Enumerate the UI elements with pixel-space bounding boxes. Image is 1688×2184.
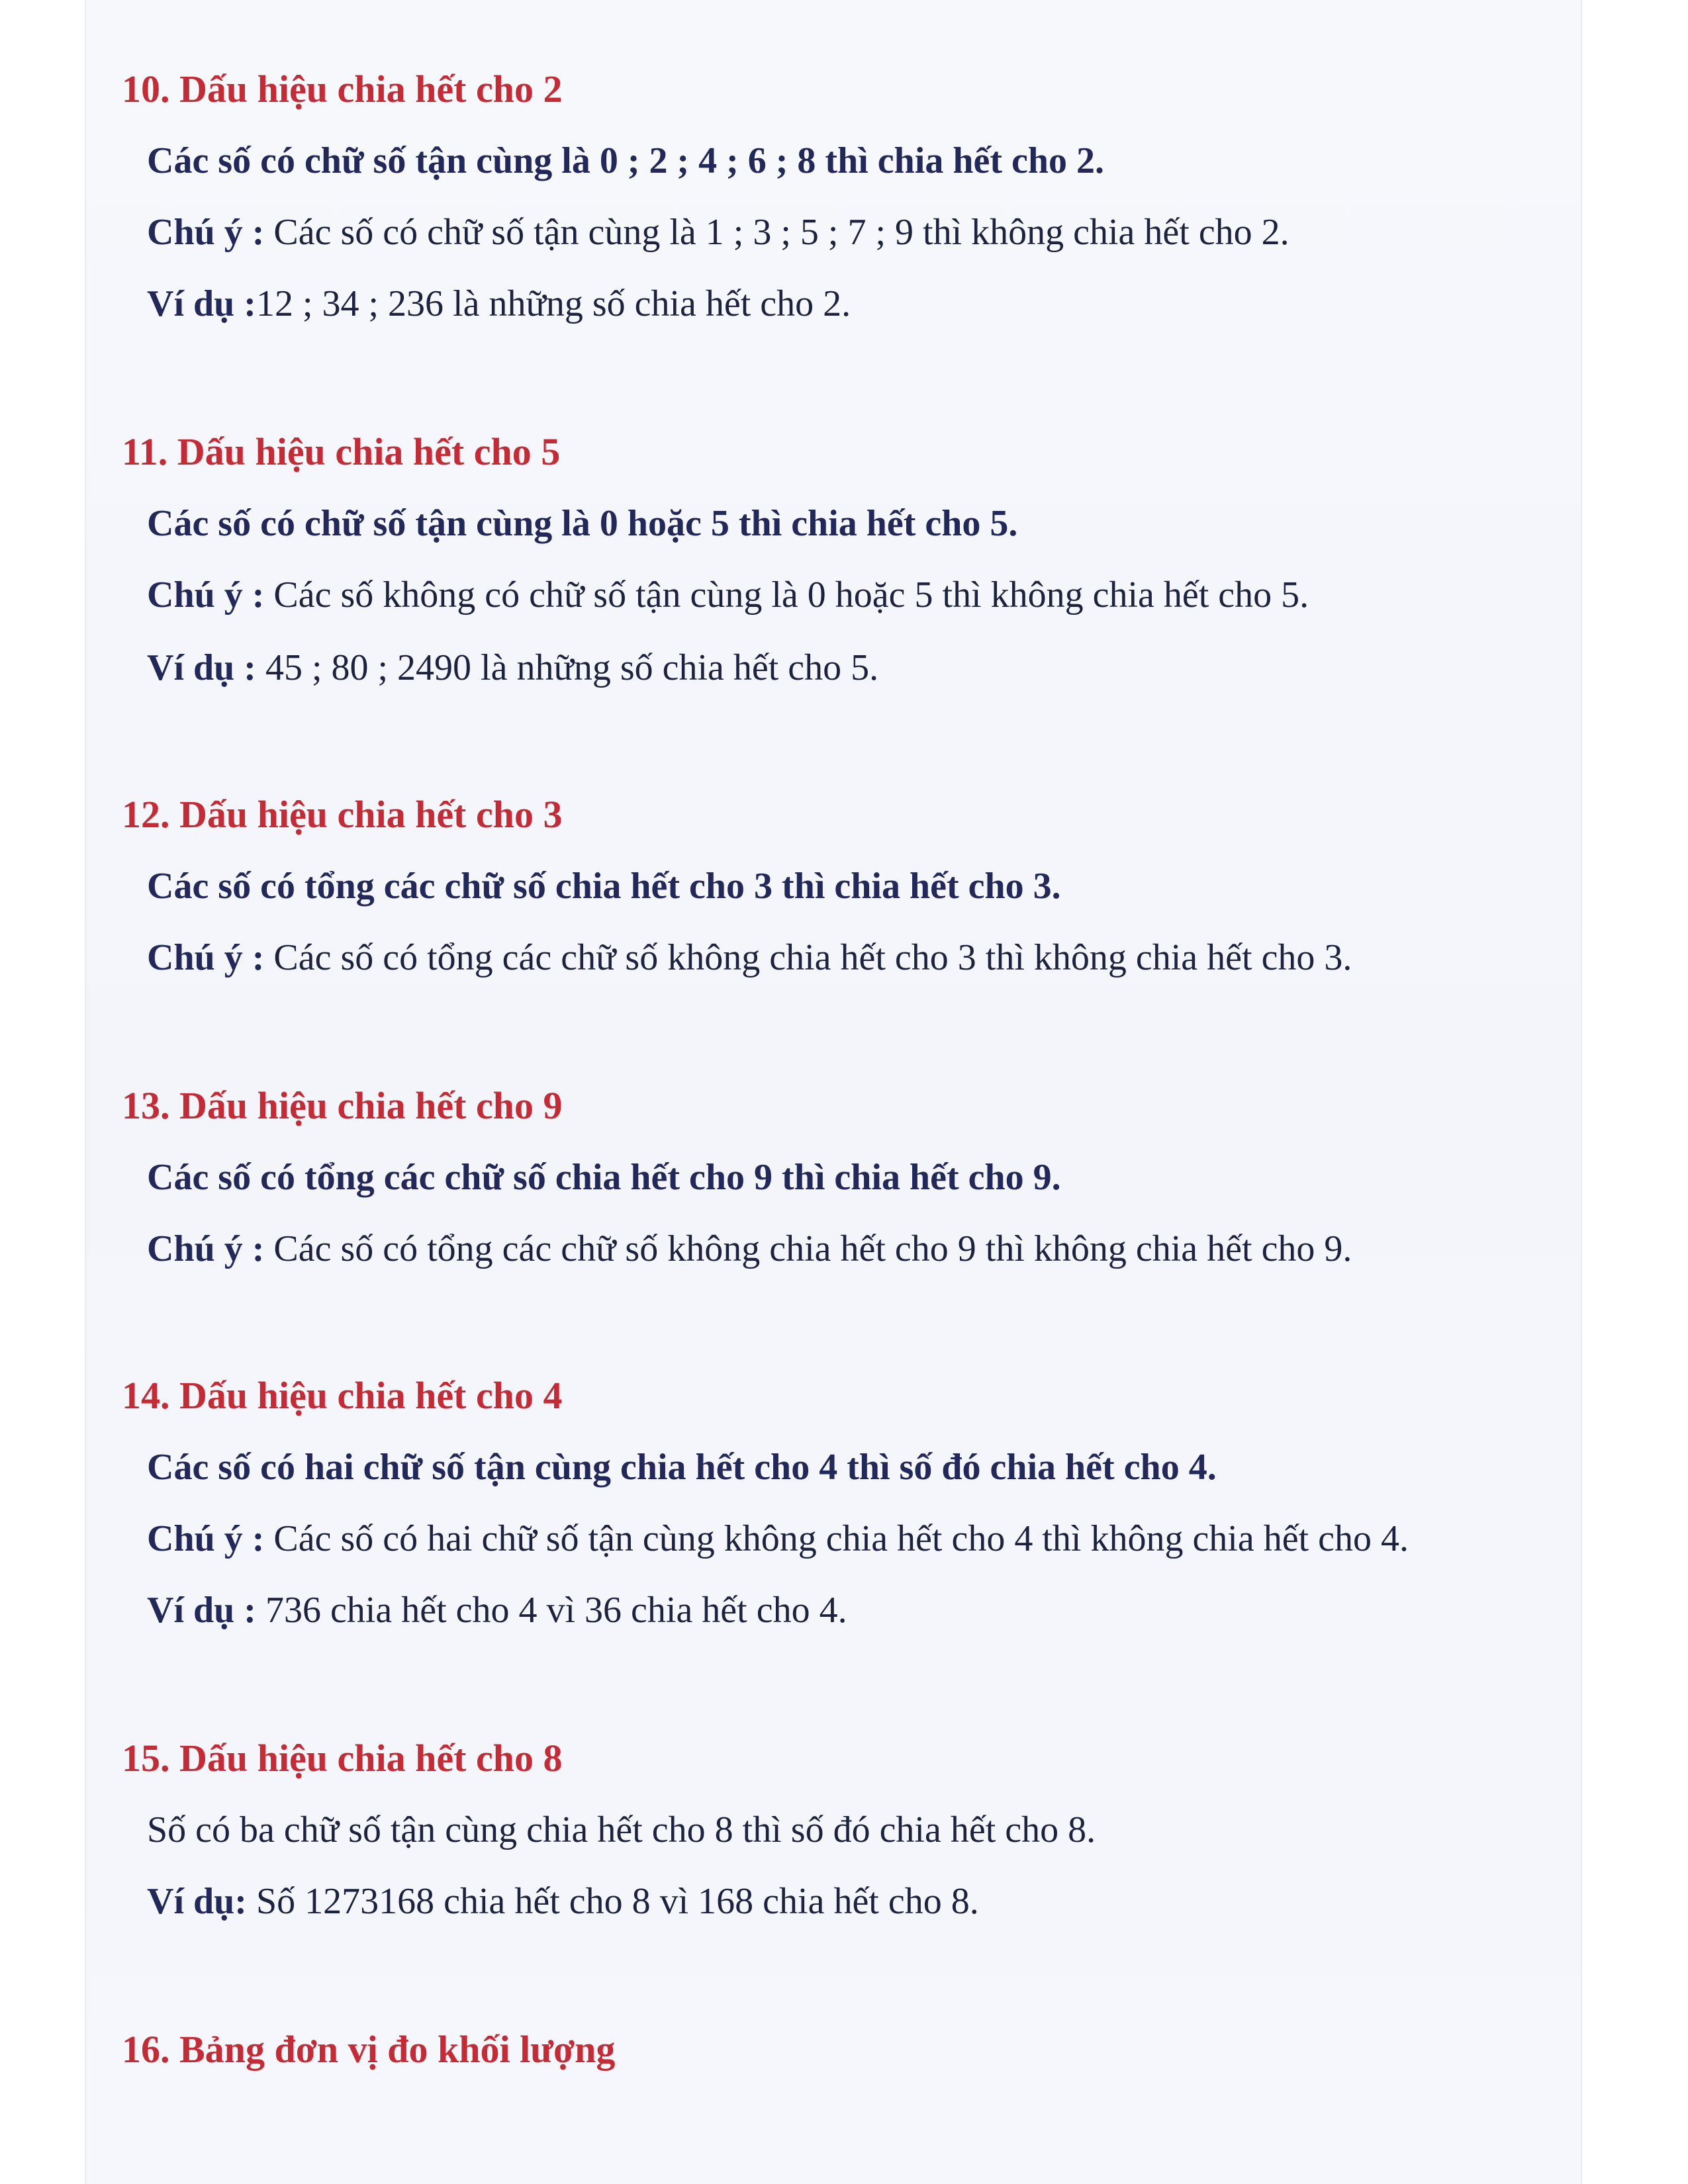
rule-text: Các số có tổng các chữ số chia hết cho 9 thì chia hết cho 9. (147, 1157, 1061, 1198)
note-label: Chú ý : (147, 1518, 265, 1559)
rule-text: Các số có hai chữ số tận cùng chia hết cho 4 thì số đó chia hết cho 4. (147, 1447, 1217, 1488)
example-text: 45 ; 80 ; 2490 là những số chia hết cho 5. (256, 647, 879, 688)
rule-text: Các số có chữ số tận cùng là 0 hoặc 5 thì chia hết cho 5. (147, 503, 1018, 544)
example-label: Ví dụ : (147, 283, 256, 324)
note-label: Chú ý : (147, 937, 265, 978)
example-line (147, 1878, 979, 1925)
note-text: Các số có chữ số tận cùng là 1 ; 3 ; 5 ; 7 ; 9 thì không chia hết cho 2. (264, 212, 1289, 253)
note-label: Chú ý : (147, 212, 265, 253)
note-text: Các số có hai chữ số tận cùng không chia hết cho 4 thì không chia hết cho 4. (264, 1518, 1409, 1559)
example-text: 736 chia hết cho 4 vì 36 chia hết cho 4. (256, 1590, 847, 1631)
note-text: Các số không có chữ số tận cùng là 0 hoặc 5 thì không chia hết cho 5. (264, 574, 1309, 615)
statement-text: Số có ba chữ số tận cùng chia hết cho 8 thì số đó chia hết cho 8. (147, 1809, 1096, 1850)
example-label: Ví dụ : (147, 647, 256, 688)
note-label: Chú ý : (147, 574, 265, 615)
example-label: Ví dụ: (147, 1881, 247, 1922)
section-heading: 13. Dấu hiệu chia hết cho 9 (122, 1084, 563, 1127)
note-label: Chú ý : (147, 1228, 265, 1269)
example-text: 12 ; 34 ; 236 là những số chia hết cho 2. (256, 283, 851, 324)
section-heading: 14. Dấu hiệu chia hết cho 4 (122, 1374, 563, 1417)
note-line (147, 209, 1289, 255)
example-line (147, 1587, 847, 1633)
section-heading: 11. Dấu hiệu chia hết cho 5 (122, 430, 561, 473)
example-label: Ví dụ : (147, 1590, 256, 1631)
note-line (147, 934, 1352, 981)
section-heading: 12. Dấu hiệu chia hết cho 3 (122, 793, 563, 836)
section-heading: 10. Dấu hiệu chia hết cho 2 (122, 68, 563, 111)
example-line (147, 281, 851, 327)
rule-text: Các số có chữ số tận cùng là 0 ; 2 ; 4 ; 6 ; 8 thì chia hết cho 2. (147, 140, 1104, 181)
section-heading: 15. Dấu hiệu chia hết cho 8 (122, 1737, 563, 1780)
document-page (85, 0, 1582, 2184)
example-text: Số 1273168 chia hết cho 8 vì 168 chia hết cho 8. (246, 1881, 979, 1922)
note-line (147, 572, 1309, 618)
note-line (147, 1226, 1352, 1272)
section-heading: 16. Bảng đơn vị đo khối lượng (122, 2028, 616, 2071)
note-text: Các số có tổng các chữ số không chia hết cho 9 thì không chia hết cho 9. (264, 1228, 1352, 1269)
note-text: Các số có tổng các chữ số không chia hết cho 3 thì không chia hết cho 3. (264, 937, 1352, 978)
rule-text: Các số có tổng các chữ số chia hết cho 3 thì chia hết cho 3. (147, 866, 1061, 907)
example-line (147, 645, 878, 691)
note-line (147, 1516, 1409, 1562)
